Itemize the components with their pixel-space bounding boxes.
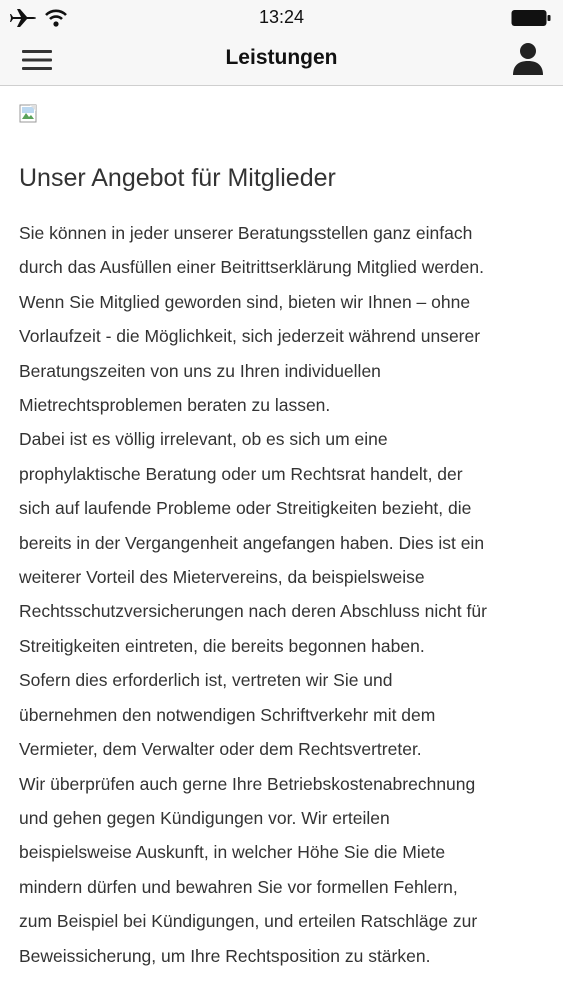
text-line: Sofern dies erforderlich ist, vertreten wir Sie und: [19, 670, 393, 691]
status-right-icons: [511, 9, 551, 32]
text-line: weiterer Vorteil des Mietervereins, da beispielsweise: [19, 567, 425, 588]
profile-button[interactable]: [509, 39, 547, 79]
text-line: Vermieter, dem Verwalter oder dem Rechtsvertreter.: [19, 739, 422, 760]
text-line: übernehmen den notwendigen Schriftverkehr mit dem: [19, 704, 436, 725]
battery-icon: [511, 9, 551, 27]
status-bar: [0, 0, 563, 36]
text-line: bereits in der Vergangenheit angefangen haben. Dies ist ein: [19, 532, 485, 553]
text-line: sich auf laufende Probleme oder Streitigkeiten bezieht, die: [19, 498, 472, 519]
text-line: Sie können in jeder unserer Beratungsstellen ganz einfach: [19, 223, 473, 243]
text-line: durch das Ausfüllen einer Beitrittserklärung Mitglied werden.: [19, 257, 484, 278]
text-line: beispielsweise Auskunft, in welcher Höhe Sie die Miete: [19, 842, 446, 863]
text-line: zum Beispiel bei Kündigungen, und erteilen Ratschläge zur: [19, 911, 478, 932]
text-line: Beweissicherung, um Ihre Rechtsposition zu stärken.: [19, 945, 431, 966]
text-line: mindern dürfen und bewahren Sie vor formellen Fehlern,: [19, 876, 458, 897]
section-heading: Unser Angebot für Mitglieder: [19, 164, 336, 192]
text-line: Streitigkeiten eintreten, die bereits begonnen haben.: [19, 635, 425, 656]
text-line: prophylaktische Beratung oder um Rechtsrat handelt, der: [19, 463, 463, 484]
status-time: 13:24: [258, 7, 305, 27]
broken-image-icon: [19, 104, 39, 124]
text-line: und gehen gegen Kündigungen vor. Wir erteilen: [19, 807, 390, 828]
text-line: Vorlaufzeit - die Möglichkeit, sich jederzeit während unserer: [19, 326, 481, 347]
text-line: Beratungszeiten von uns zu Ihren individuellen: [19, 360, 381, 381]
nav-bar: [0, 36, 563, 86]
text-line: Wenn Sie Mitglied geworden sind, bieten wir Ihnen – ohne: [19, 291, 471, 312]
text-line: Dabei ist es völlig irrelevant, ob es sich um eine: [19, 429, 388, 450]
text-line: Rechtsschutzversicherungen nach deren Abschluss nicht für: [19, 601, 487, 622]
text-line: Mietrechtsproblemen beraten zu lassen.: [19, 395, 331, 416]
text-line: Wir überprüfen auch gerne Ihre Betriebskostenabrechnung: [19, 773, 476, 794]
page-title: Leistungen: [225, 46, 338, 69]
body-text: [19, 216, 549, 973]
user-icon: [512, 42, 544, 76]
